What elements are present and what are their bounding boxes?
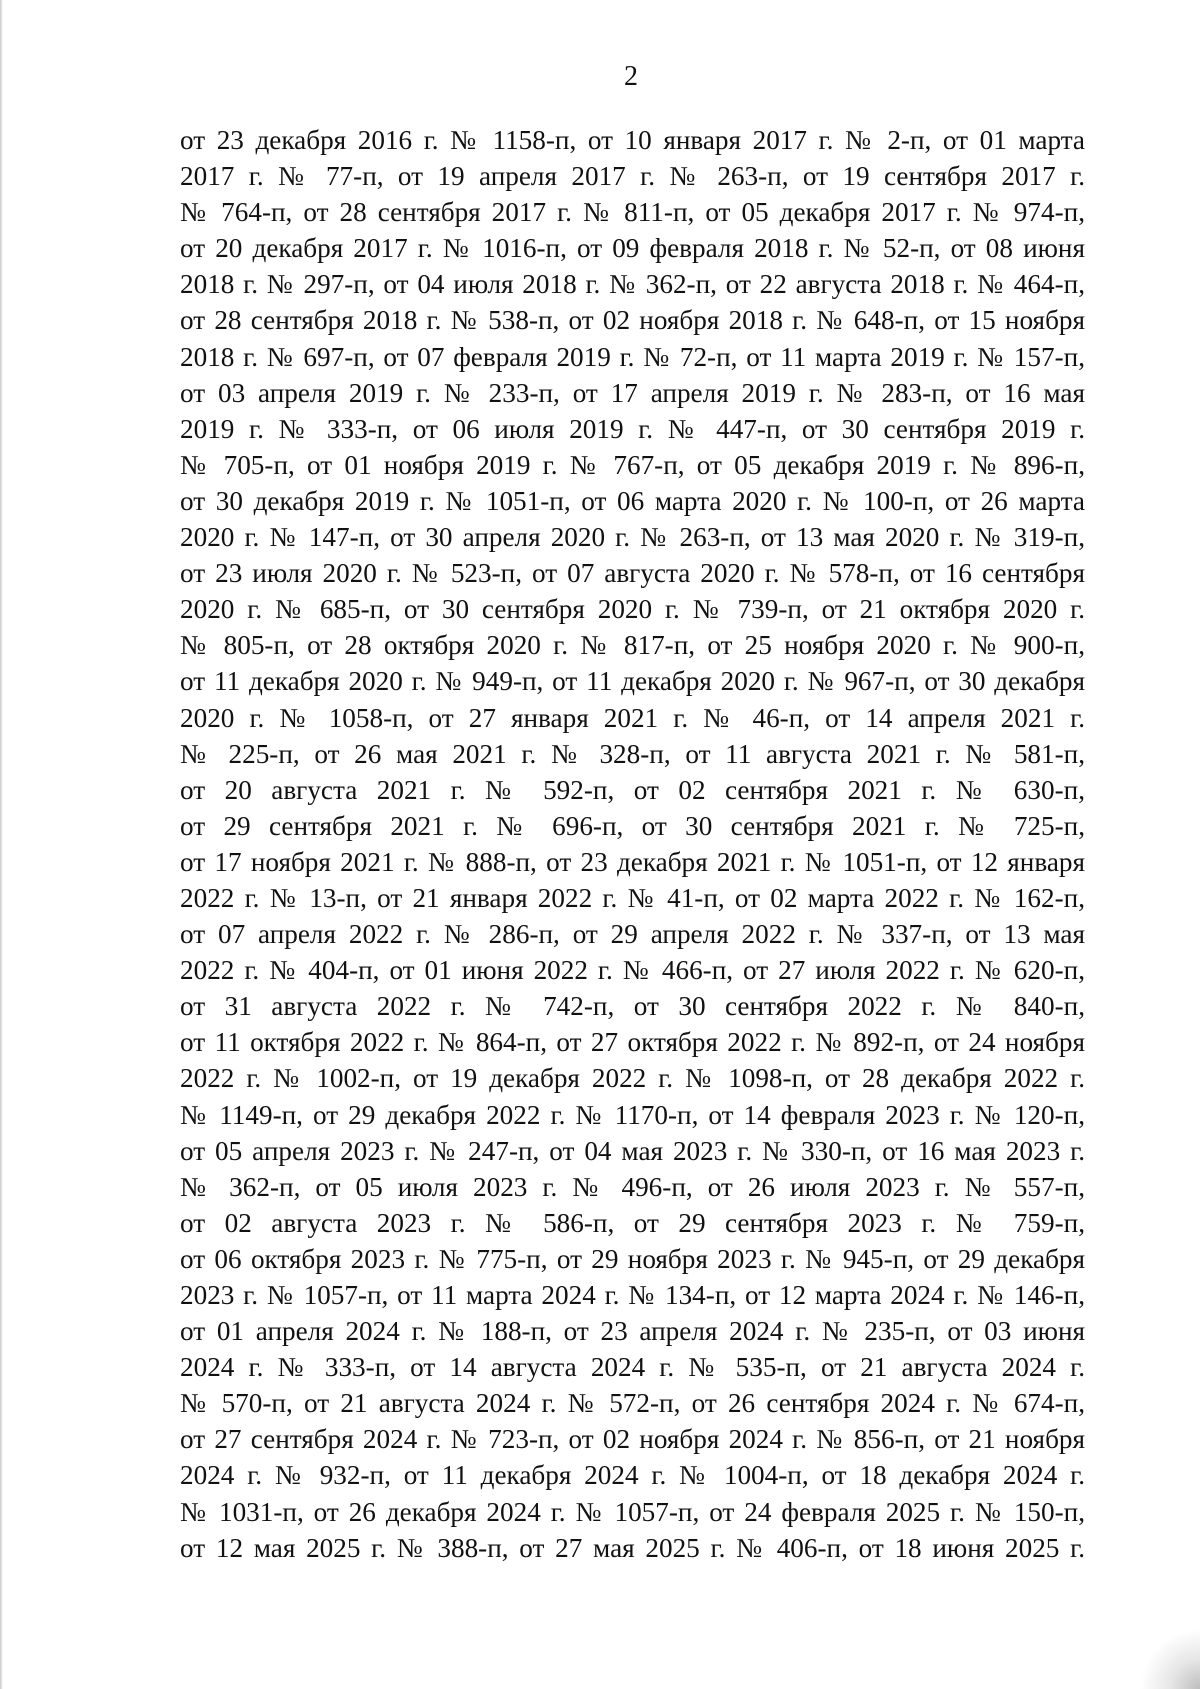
text-line: от 06 октября 2023 г. № 775-п, от 29 ноября 2023 г. № 945-п, от 29 декабря xyxy=(180,1243,1085,1274)
body-text xyxy=(180,122,1085,1566)
text-line: № 570-п, от 21 августа 2024 г. № 572-п, от 26 сентября 2024 г. № 674-п, xyxy=(180,1388,1085,1419)
text-line: № 1149-п, от 29 декабря 2022 г. № 1170-п, от 14 февраля 2023 г. № 120-п, xyxy=(180,1099,1085,1130)
text-line: от 27 сентября 2024 г. № 723-п, от 02 ноября 2024 г. № 856-п, от 21 ноября xyxy=(180,1424,1085,1455)
text-line: № 764-п, от 28 сентября 2017 г. № 811-п, от 05 декабря 2017 г. № 974-п, xyxy=(180,197,1085,228)
text-line: от 12 мая 2025 г. № 388-п, от 27 мая 2025 г. № 406-п, от 18 июня 2025 г. xyxy=(180,1532,1085,1563)
page-number: 2 xyxy=(624,61,638,92)
text-line: 2020 г. № 685-п, от 30 сентября 2020 г. № 739-п, от 21 октября 2020 г. xyxy=(180,594,1085,625)
text-line: от 17 ноября 2021 г. № 888-п, от 23 декабря 2021 г. № 1051-п, от 12 января xyxy=(180,846,1085,877)
text-line: от 01 апреля 2024 г. № 188-п, от 23 апреля 2024 г. № 235-п, от 03 июня xyxy=(180,1316,1085,1347)
text-line: от 02 августа 2023 г. № 586-п, от 29 сентября 2023 г. № 759-п, xyxy=(180,1207,1085,1238)
text-line: № 805-п, от 28 октября 2020 г. № 817-п, от 25 ноября 2020 г. № 900-п, xyxy=(180,630,1085,661)
text-line: от 11 декабря 2020 г. № 949-п, от 11 декабря 2020 г. № 967-п, от 30 декабря xyxy=(180,666,1085,697)
text-line: 2022 г. № 404-п, от 01 июня 2022 г. № 466-п, от 27 июля 2022 г. № 620-п, xyxy=(180,955,1085,986)
text-line: № 1031-п, от 26 декабря 2024 г. № 1057-п, от 24 февраля 2025 г. № 150-п, xyxy=(180,1496,1085,1527)
text-line: 2020 г. № 1058-п, от 27 января 2021 г. № 46-п, от 14 апреля 2021 г. xyxy=(180,702,1085,733)
text-line: 2018 г. № 697-п, от 07 февраля 2019 г. № 72-п, от 11 марта 2019 г. № 157-п, xyxy=(180,341,1085,372)
text-line: 2020 г. № 147-п, от 30 апреля 2020 г. № 263-п, от 13 мая 2020 г. № 319-п, xyxy=(180,522,1085,553)
text-line: 2022 г. № 1002-п, от 19 декабря 2022 г. № 1098-п, от 28 декабря 2022 г. xyxy=(180,1063,1085,1094)
text-line: от 31 августа 2022 г. № 742-п, от 30 сентября 2022 г. № 840-п, xyxy=(180,991,1085,1022)
text-line: 2024 г. № 932-п, от 11 декабря 2024 г. № 1004-п, от 18 декабря 2024 г. xyxy=(180,1460,1085,1491)
text-line: 2017 г. № 77-п, от 19 апреля 2017 г. № 263-п, от 19 сентября 2017 г. xyxy=(180,161,1085,192)
text-line: от 20 августа 2021 г. № 592-п, от 02 сентября 2021 г. № 630-п, xyxy=(180,774,1085,805)
text-line: № 362-п, от 05 июля 2023 г. № 496-п, от 26 июля 2023 г. № 557-п, xyxy=(180,1171,1085,1202)
scan-corner-shadow xyxy=(1140,1629,1200,1689)
text-line: № 705-п, от 01 ноября 2019 г. № 767-п, от 05 декабря 2019 г. № 896-п, xyxy=(180,449,1085,480)
text-line: от 28 сентября 2018 г. № 538-п, от 02 ноября 2018 г. № 648-п, от 15 ноября xyxy=(180,305,1085,336)
text-line: № 225-п, от 26 мая 2021 г. № 328-п, от 11 августа 2021 г. № 581-п, xyxy=(180,738,1085,769)
text-line: от 20 декабря 2017 г. № 1016-п, от 09 февраля 2018 г. № 52-п, от 08 июня xyxy=(180,233,1085,264)
text-line: от 11 октября 2022 г. № 864-п, от 27 октября 2022 г. № 892-п, от 24 ноября xyxy=(180,1027,1085,1058)
text-line: 2024 г. № 333-п, от 14 августа 2024 г. № 535-п, от 21 августа 2024 г. xyxy=(180,1352,1085,1383)
text-line: 2022 г. № 13-п, от 21 января 2022 г. № 41-п, от 02 марта 2022 г. № 162-п, xyxy=(180,882,1085,913)
text-line: 2018 г. № 297-п, от 04 июля 2018 г. № 362-п, от 22 августа 2018 г. № 464-п, xyxy=(180,269,1085,300)
text-line: от 30 декабря 2019 г. № 1051-п, от 06 марта 2020 г. № 100-п, от 26 марта xyxy=(180,485,1085,516)
text-line: от 05 апреля 2023 г. № 247-п, от 04 мая 2023 г. № 330-п, от 16 мая 2023 г. xyxy=(180,1135,1085,1166)
text-line: 2023 г. № 1057-п, от 11 марта 2024 г. № 134-п, от 12 марта 2024 г. № 146-п, xyxy=(180,1280,1085,1310)
text-line: от 03 апреля 2019 г. № 233-п, от 17 апреля 2019 г. № 283-п, от 16 мая xyxy=(180,377,1085,408)
text-line: от 07 апреля 2022 г. № 286-п, от 29 апреля 2022 г. № 337-п, от 13 мая xyxy=(180,919,1085,950)
text-line: 2019 г. № 333-п, от 06 июля 2019 г. № 447-п, от 30 сентября 2019 г. xyxy=(180,413,1085,444)
scan-edge-shadow xyxy=(0,0,3,1689)
text-line: от 29 сентября 2021 г. № 696-п, от 30 сентября 2021 г. № 725-п, xyxy=(180,810,1085,841)
text-line: от 23 декабря 2016 г. № 1158-п, от 10 января 2017 г. № 2-п, от 01 марта xyxy=(180,125,1085,155)
text-line: от 23 июля 2020 г. № 523-п, от 07 августа 2020 г. № 578-п, от 16 сентября xyxy=(180,558,1085,589)
